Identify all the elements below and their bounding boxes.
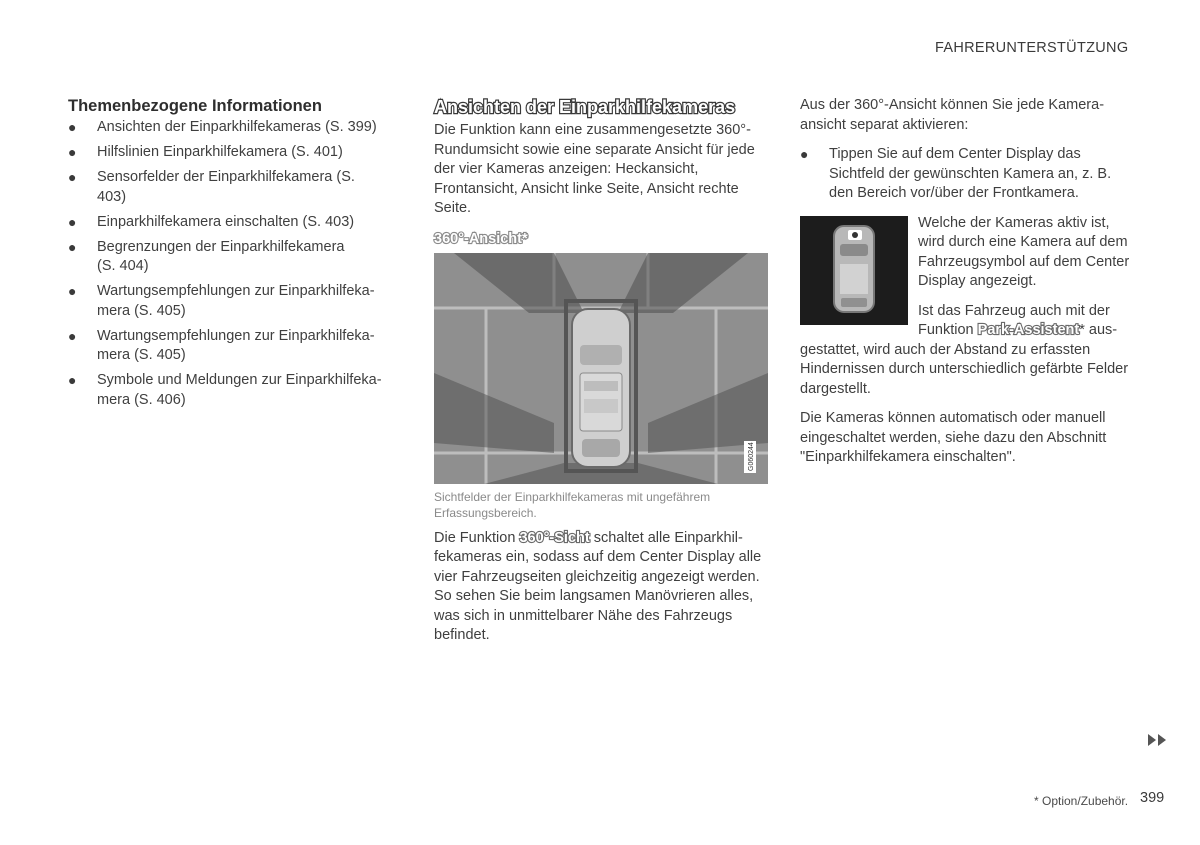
article-subheading: 360°-Ansicht* xyxy=(434,230,528,247)
function-name: 360°-Sicht xyxy=(519,529,590,546)
related-link[interactable]: ● Hilfslinien Einparkhilfekamera (S. 401) xyxy=(68,143,398,163)
related-heading: Themenbezogene Informationen xyxy=(68,97,322,115)
section-header: FAHRERUNTERSTÜTZUNG xyxy=(935,40,1129,56)
bullet-dot-icon: ● xyxy=(68,119,77,135)
figure-caption: Sichtfelder der Einparkhilfekameras mit ungefährem Erfassungsbereich. xyxy=(434,489,711,520)
footnote: * Option/Zubehör. xyxy=(1034,794,1129,808)
active-camera-text: Welche der Kameras aktiv ist, wird durch eine Kamera auf dem Fahrzeugsymbol auf dem Center Display angezeigt. xyxy=(918,214,1130,289)
related-link[interactable]: ● Begrenzungen der Einparkhilfekamera (S. 404) xyxy=(68,238,345,274)
related-link[interactable]: ● Wartungsempfehlungen zur Einparkhilfekamera (S. 405) xyxy=(68,327,375,363)
bullet-dot-icon: ● xyxy=(68,144,77,160)
right-column xyxy=(800,96,1135,478)
right-intro: Aus der 360°-Ansicht können Sie jede Kameraansicht separat aktivieren: xyxy=(800,97,1105,133)
related-link[interactable]: ● Einparkhilfekamera einschalten (S. 403) xyxy=(68,213,398,233)
list-item: ● Tippen Sie auf dem Center Display das Sichtfeld der gewünschten Kamera an, z. B. den Bereich vor/über der Frontkamera. xyxy=(800,146,1112,201)
article-column xyxy=(434,96,768,646)
related-link[interactable]: ● Symbole und Meldungen zur Einparkhilfekamera (S. 406) xyxy=(68,372,382,408)
related-link[interactable]: ● Sensorfelder der Einparkhilfekamera (S. 403) xyxy=(68,169,355,205)
active-camera-thumbnail xyxy=(800,216,908,325)
camera-coverage-illustration xyxy=(434,253,768,484)
double-triangle-right-icon[interactable] xyxy=(1148,734,1168,746)
related-list xyxy=(68,118,398,410)
article-title: Ansichten der Einparkhilfekameras xyxy=(434,97,736,117)
bullet-dot-icon: ● xyxy=(68,169,77,185)
active-camera-block xyxy=(800,214,1135,400)
article-intro: Die Funktion kann eine zusammengesetzte 360°-Rundumsicht sowie eine separate Ansicht für jede der vier Kameras anzeigen: Heckansicht, Frontansicht, Ansicht linke Seite, Ansicht rechte Seite. xyxy=(434,122,755,216)
bullet-dot-icon: ● xyxy=(68,327,77,344)
bullet-dot-icon: ● xyxy=(68,238,77,255)
bullet-dot-icon: ● xyxy=(68,283,77,299)
function-name: Park-Assistent xyxy=(977,322,1080,338)
park-assist-text: Ist das Fahrzeug auch mit der Funktion Park-Assistent* ausgestattet, wird auch der Abstand zu erfassten Hindernissen durch unterschiedlich gefärbte Felder dargestellt. xyxy=(800,302,1129,397)
bullet-dot-icon: ● xyxy=(68,372,77,388)
page-number: 399 xyxy=(1140,790,1165,806)
related-link[interactable]: ● Ansichten der Einparkhilfekameras (S. 399) xyxy=(68,118,398,138)
article-body: Die Funktion 360°-Sicht schaltet alle Einparkhilfekameras ein, sodass auf dem Center Display alle vier Fahrzeugseiten gleichzeitig angezeigt werden. So sehen Sie beim langsamen Manövrieren alles, was sich in unmittelbarer Nähe des Fahrzeugs befindet. xyxy=(434,529,762,643)
right-list xyxy=(800,145,1135,204)
bullet-dot-icon: ● xyxy=(800,146,809,162)
related-topics xyxy=(68,96,398,416)
figure-code: G060244 xyxy=(748,441,755,471)
related-link[interactable]: ● Wartungsempfehlungen zur Einparkhilfekamera (S. 405) xyxy=(68,283,375,319)
bullet-dot-icon: ● xyxy=(68,213,77,230)
cameras-activation-text: Die Kameras können automatisch oder manuell eingeschaltet werden, siehe dazu den Abschnitt "Einparkhilfekamera einschalten". xyxy=(800,410,1107,465)
